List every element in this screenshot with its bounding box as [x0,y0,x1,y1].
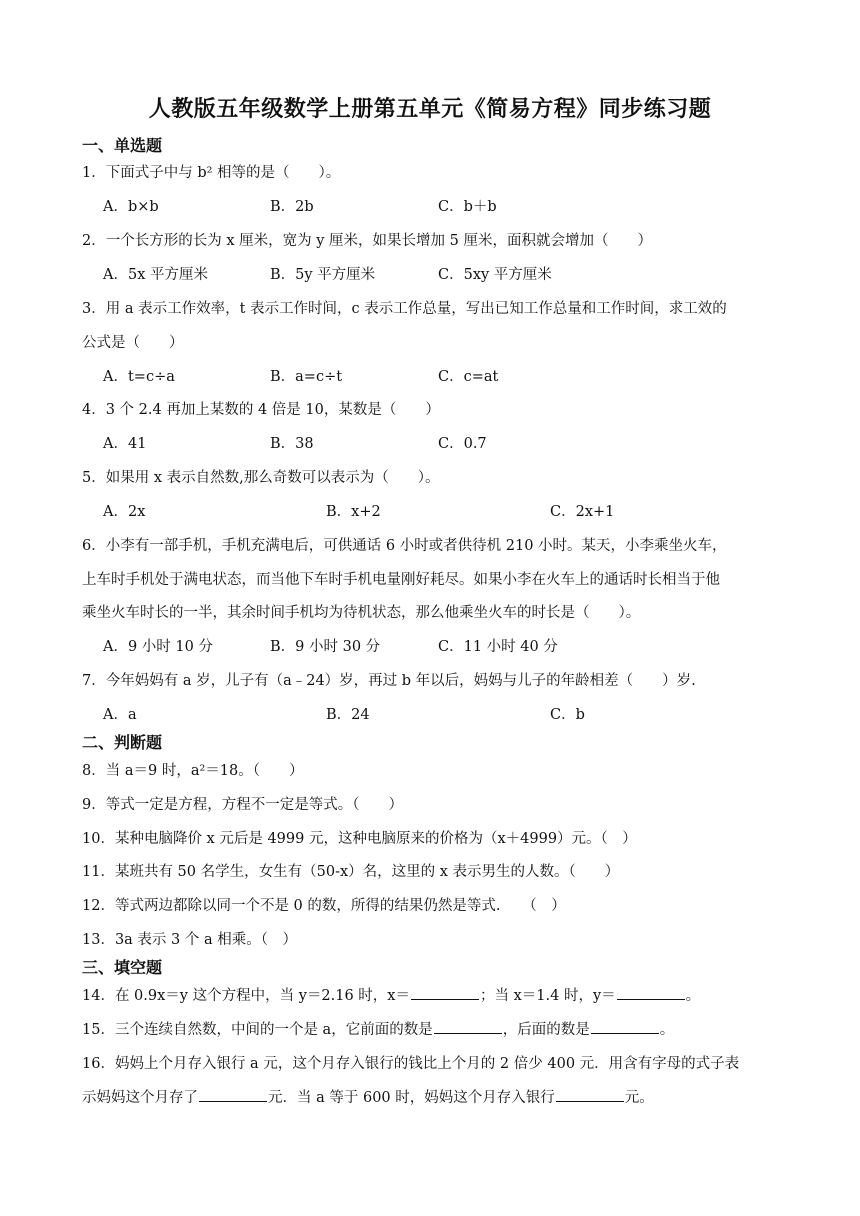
section-heading-true-false: 二、判断题 [82,733,163,752]
answer-blank[interactable] [591,1019,659,1034]
question-7-option-a: A．a [103,707,137,723]
question-6-option-c: C．11 小时 40 分 [438,639,558,655]
question-5-option-b: B．x+2 [326,504,381,520]
question-2-option-b: B．5y 平方厘米 [270,267,376,283]
question-5-stem: 5．如果用 x 表示自然数,那么奇数可以表示为（ ）。 [82,470,440,486]
question-1-stem: 1．下面式子中与 b² 相等的是（ ）。 [82,165,341,181]
question-1-option-c: C．b＋b [438,199,497,215]
question-7-stem: 7．今年妈妈有 a 岁，儿子有（a﹣24）岁，再过 b 年以后，妈妈与儿子的年龄相差（ ）岁. [82,673,696,689]
question-6-stem-line-2: 上车时手机处于满电状态，而当他下车时手机电量刚好耗尽。如果小李在火车上的通话时长相当于他 [82,572,720,588]
question-1-option-a: A．b×b [103,199,159,215]
answer-blank[interactable] [411,985,479,1000]
question-2-option-c: C．5xy 平方厘米 [438,267,552,283]
question-5-option-a: A．2x [103,504,146,520]
question-13: 13．3a 表示 3 个 a 相乘。（ ） [82,932,297,948]
question-15 [82,1018,674,1039]
question-15-part-1: 15．三个连续自然数，中间的一个是 a，它前面的数是 [82,1022,433,1038]
question-5-option-c: C．2x+1 [550,504,615,520]
section-heading-fill-blank: 三、填空题 [82,958,163,977]
question-3-option-b: B．a=c÷t [270,369,343,385]
answer-blank[interactable] [434,1019,502,1034]
question-6-stem-line-1: 6．小李有一部手机，手机充满电后，可供通话 6 小时或者供待机 210 小时。某天，小李乘坐火车， [82,538,727,554]
question-1-option-b: B．2b [270,199,314,215]
question-12: 12．等式两边都除以同一个不是 0 的数，所得的结果仍然是等式. （ ） [82,898,566,914]
answer-blank[interactable] [199,1087,267,1102]
answer-blank[interactable] [556,1087,624,1102]
question-4-option-b: B．38 [270,436,314,452]
question-9: 9．等式一定是方程，方程不一定是等式。（ ） [82,797,403,813]
question-8: 8．当 a＝9 时，a²＝18。（ ） [82,763,304,779]
question-7-option-b: B．24 [326,707,370,723]
question-3-option-a: A．t=c÷a [103,369,175,385]
question-7-option-c: C．b [550,707,585,723]
question-6-option-b: B．9 小时 30 分 [270,639,381,655]
answer-blank[interactable] [617,985,685,1000]
question-3-stem-line-1: 3．用 a 表示工作效率，t 表示工作时间，c 表示工作总量，写出已知工作总量和工作时间，求工效的 [82,301,727,317]
question-4-stem: 4．3 个 2.4 再加上某数的 4 倍是 10，某数是（ ） [82,402,440,418]
question-3-stem-line-2: 公式是（ ） [82,335,184,351]
question-10: 10．某种电脑降价 x 元后是 4999 元，这种电脑原来的价格为（x＋4999）元。（ ） [82,831,637,847]
question-2-option-a: A．5x 平方厘米 [103,267,208,283]
question-2-stem: 2．一个长方形的长为 x 厘米，宽为 y 厘米，如果长增加 5 厘米，面积就会增加（ ） [82,233,652,249]
question-4-option-c: C．0.7 [438,436,487,452]
question-14-part-2: ；当 x＝1.4 时，y＝ [479,988,616,1004]
question-15-part-2: ，后面的数是 [502,1022,590,1038]
question-14-part-1: 14．在 0.9x＝y 这个方程中，当 y＝2.16 时，x＝ [82,988,410,1004]
question-16-part-2: 元．当 a 等于 600 时，妈妈这个月存入银行 [268,1090,555,1106]
question-6-option-a: A．9 小时 10 分 [103,639,213,655]
page-title: 人教版五年级数学上册第五单元《简易方程》同步练习题 [148,97,712,122]
question-6-stem-line-3: 乘坐火车时长的一半，其余时间手机均为待机状态，那么他乘坐火车的时长是（ ）。 [82,605,641,621]
section-heading-single-choice: 一、单选题 [82,136,163,155]
question-11: 11．某班共有 50 名学生，女生有（50-x）名，这里的 x 表示男生的人数。（ ） [82,864,620,880]
question-14-part-3: 。 [685,988,701,1004]
question-4-option-a: A．41 [103,436,147,452]
question-16-line-2 [82,1086,654,1107]
question-3-option-c: C．c=at [438,369,499,385]
question-16-part-1: 示妈妈这个月存了 [82,1090,198,1106]
question-14 [82,984,700,1005]
question-16-part-3: 元。 [624,1090,654,1106]
question-15-part-3: 。 [659,1022,675,1038]
question-16-line-1: 16．妈妈上个月存入银行 a 元，这个月存入银行的钱比上个月的 2 倍少 400 元．用含有字母的式子表 [82,1056,740,1072]
